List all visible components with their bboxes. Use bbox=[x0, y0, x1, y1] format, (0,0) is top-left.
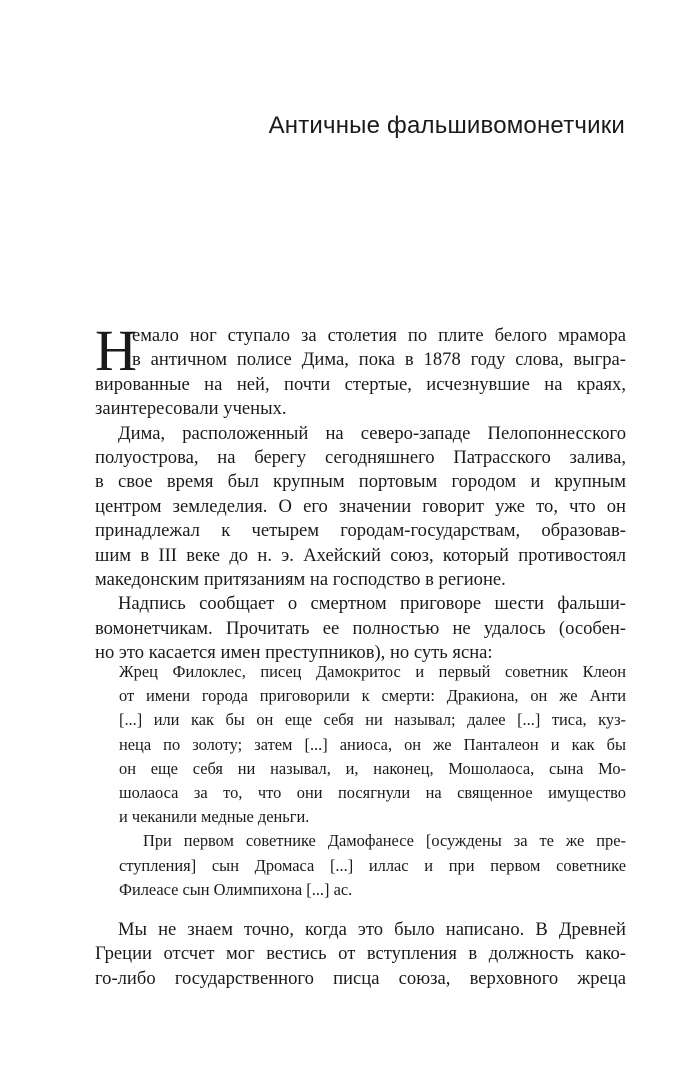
main-text-section-1 bbox=[95, 318, 626, 665]
chapter-title: Античные фальшивомонетчики bbox=[268, 112, 625, 139]
text-line: Мы не знаем точно, когда это было написано. В Древней bbox=[118, 919, 626, 940]
paragraph-4 bbox=[95, 918, 626, 991]
quote-line: он еще себя ни называл, и, наконец, Мошолаоса, сына Мо- bbox=[119, 758, 626, 778]
text-line: македонским притязаниям на господство в регионе. bbox=[95, 568, 506, 590]
text-line: заинтересовали ученых. bbox=[95, 398, 287, 420]
text-line: полуострова, на берегу сегодняшнего Патрасского залива, bbox=[95, 446, 626, 468]
quote-line: и чеканили медные деньги. bbox=[119, 807, 310, 827]
quote-line: Жрец Филоклес, писец Дамокритос и первый советник Клеон bbox=[119, 662, 626, 681]
quote-line: ступления] сын Дромаса [...] иллас и при первом советнике bbox=[119, 855, 626, 875]
text-line: Греции отсчет мог вестись от вступления в должность како- bbox=[95, 943, 626, 965]
quote-line: При первом советнике Дамофанесе [осуждены за те же пре- bbox=[143, 831, 626, 851]
text-line: принадлежал к четырем городам-государствам, образовав- bbox=[95, 520, 626, 542]
inscription-quote bbox=[95, 660, 626, 902]
drop-cap: Н bbox=[95, 318, 137, 383]
quote-paragraph-1 bbox=[95, 660, 626, 829]
text-line: Надпись сообщает о смертном приговоре шести фальши- bbox=[118, 593, 626, 615]
text-line: вомонетчикам. Прочитать ее полностью не удалось (особен- bbox=[95, 617, 626, 639]
text-line: Дима, расположенный на северо-западе Пелопоннесского bbox=[118, 422, 626, 444]
quote-line: Филеасе сын Олимпихона [...] ас. bbox=[119, 879, 353, 899]
quote-line: неца по золоту; затем [...] аниоса, он же Панталеон и как бы bbox=[119, 734, 626, 754]
paragraph-1 bbox=[95, 318, 626, 422]
text-line: емало ног ступало за столетия по плите белого мрамора bbox=[132, 325, 626, 346]
text-line: но это касается имен преступников), но суть ясна: bbox=[95, 642, 493, 664]
quote-line: [...] или как бы он еще себя ни называл; далее [...] тиса, куз- bbox=[119, 710, 626, 730]
text-line: го-либо государственного писца союза, верховного жреца bbox=[95, 967, 626, 989]
text-line: в античном полисе Дима, пока в 1878 году слова, выгра- bbox=[132, 349, 626, 371]
paragraph-3 bbox=[95, 592, 626, 665]
paragraph-2 bbox=[95, 422, 626, 593]
text-line: в свое время был крупным портовым городом и крупным bbox=[95, 471, 626, 493]
text-line: центром земледелия. О его значении говорит уже то, что он bbox=[95, 495, 626, 517]
text-line: вированные на ней, почти стертые, исчезнувшие на краях, bbox=[95, 373, 626, 395]
quote-paragraph-2 bbox=[95, 829, 626, 902]
main-text-section-2 bbox=[95, 918, 626, 991]
quote-line: от имени города приговорили к смерти: Дракиона, он же Анти bbox=[119, 686, 626, 706]
quote-line: шолаоса за то, что они посягнули на священное имущество bbox=[119, 782, 626, 802]
text-line: шим в III веке до н. э. Ахейский союз, который противостоял bbox=[95, 544, 626, 566]
